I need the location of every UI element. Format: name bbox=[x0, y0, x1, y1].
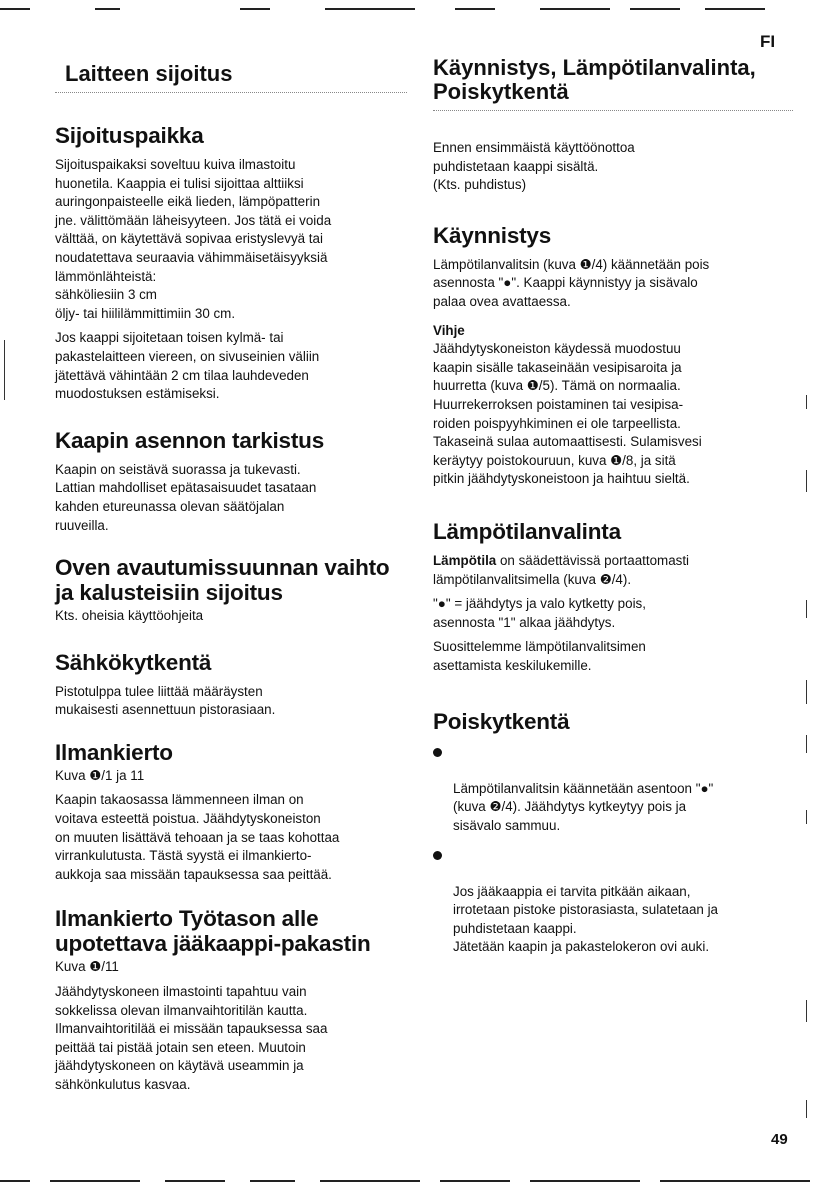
section-heading-ilmankierto: Ilmankierto bbox=[55, 739, 173, 765]
paragraph: Kts. oheisia käyttöohjeita bbox=[55, 608, 204, 624]
section-heading-asennon-tarkistus: Kaapin asennon tarkistus bbox=[55, 427, 325, 453]
page-number: 49 bbox=[771, 1131, 788, 1148]
section-heading-kaynnistys: Käynnistys bbox=[433, 222, 552, 248]
figure-reference: Kuva ❶/1 ja 11 bbox=[55, 767, 145, 783]
intro-paragraph: Ennen ensimmäistä käyttöönottoa puhdistetaan kaappi sisältä. (Kts. puhdistus) bbox=[433, 140, 635, 193]
section-heading-sijoituspaikka: Sijoituspaikka bbox=[55, 123, 204, 148]
tip-label: Vihje bbox=[433, 322, 465, 338]
section-heading-ilmankierto-tyotason-alle: Ilmankierto Työtason alle upotettava jääkaappi-pakastin bbox=[55, 906, 371, 957]
paragraph: Pistotulppa tulee liittää määräysten mukaisesti asennettuun pistorasiaan. bbox=[55, 683, 276, 718]
bullet-text: Lämpötilanvalitsin käännetään asentoon "●" (kuva ❷/4). Jäähdytys kytkeytyy pois ja sisävalo sammuu. bbox=[453, 780, 714, 833]
paragraph: Jos kaappi sijoitetaan toisen kylmä- tai pakastelaitteen viereen, on sivuseinien väliin jätettävä vähintään 2 cm tilaa lauhdeveden muodostuksen estämiseksi. bbox=[55, 330, 320, 402]
language-code: FI bbox=[760, 32, 776, 51]
left-column bbox=[55, 56, 407, 1101]
bullet-text: Jos jääkaappia ei tarvita pitkään aikaan, irrotetaan pistoke pistorasiasta, sulatetaan ja puhdistetaan kaappi. Jätetään kaapin ja pakastelokeron ovi auki. bbox=[453, 883, 718, 955]
paragraph: Lämpötilanvalitsin (kuva ❶/4) käännetään pois asennosta "●". Kaappi käynnistyy ja sisävalo palaa ovea avattaessa. bbox=[433, 256, 710, 309]
left-title-block bbox=[65, 56, 295, 86]
paragraph: Kaapin takaosassa lämmenneen ilman on voitava esteettä poistua. Jäähdytyskoneiston on muuten lisättävä tehoaan ja se taas kohottaa virrankulutusta. Tästä syystä ei ilmankierto- aukkoja saa missään tapauksessa saa peittää. bbox=[55, 792, 340, 882]
bullet-item bbox=[433, 845, 793, 957]
bold-term: Lämpötila bbox=[433, 552, 497, 568]
paragraph: Kaapin on seistävä suorassa ja tukevasti. Lattian mahdolliset epätasaisuudet tasataan kahden etureunassa olevan säätöjalan ruuveilla. bbox=[55, 461, 317, 533]
section-heading-lampotilanvalinta: Lämpötilanvalinta bbox=[433, 518, 621, 544]
figure-reference: Kuva ❶/11 bbox=[55, 959, 119, 975]
top-rule bbox=[0, 8, 817, 10]
bullet-icon bbox=[433, 748, 442, 757]
section-heading-poiskytkenta: Poiskytkentä bbox=[433, 709, 570, 735]
paragraph: "●" = jäähdytys ja valo kytketty pois, asennosta "1" alkaa jäähdytys. bbox=[433, 596, 646, 630]
tip-paragraph: Jäähdytyskoneiston käydessä muodostuu kaapin sisälle takaseinään vesipisaroita ja huurretta (kuva ❶/5). Tämä on normaalia. Huurrekerroksen poistaminen tai vesipisa- roiden poispyyhkiminen ei ole tarpeellista. Takaseinä sulaa automaattisesti. Sulamisvesi keräytyy poistokouruun, kuva ❶/8, ja sitä pitkin jäähdytyskoneistoon ja haihtuu sieltä. bbox=[433, 341, 702, 487]
paragraph-text: on säädettävissä portaattomasti lämpötilanvalitsimella (kuva ❷/4). bbox=[433, 552, 690, 587]
paragraph: Suosittelemme lämpötilanvalitsimen asettamista keskilukemille. bbox=[433, 639, 646, 673]
left-page-title: Laitteen sijoitus bbox=[65, 61, 233, 86]
bullet-item bbox=[433, 742, 793, 835]
right-page-title: Käynnistys, Lämpötilanvalinta, Poiskytkentä bbox=[433, 55, 756, 104]
right-column bbox=[433, 56, 793, 957]
bottom-rule bbox=[0, 1180, 817, 1182]
paragraph bbox=[433, 552, 793, 589]
bullet-icon bbox=[433, 851, 442, 860]
paragraph: Jäähdytyskoneen ilmastointi tapahtuu vain sokkelissa olevan ilmanvaihtoritilän kautta. Ilmanvaihtoritilää ei missään tapauksessa saa peittää tai pistää jotain sen eteen. Muutoin jäähdytyskoneen on käytävä useammin ja sähkönkulutus kasvaa. bbox=[55, 984, 328, 1092]
section-heading-sahkokytkenta: Sähkökytkentä bbox=[55, 649, 212, 675]
paragraph: Sijoituspaikaksi soveltuu kuiva ilmastoitu huonetila. Kaappia ei tulisi sijoittaa alttiiksi auringonpaisteelle eikä lieden, lämpöpatterin jne. välittömään läheisyyteen. Jos tätä ei voida välttää, on käytettävä sopivaa eristyslevyä tai noudatettava seuraavia vähimmäisetäisyyksiä lämmönlähteistä: sähköliesiin 3 cm öljy- tai hiililämmittimiin 30 cm. bbox=[55, 157, 332, 321]
section-heading-oven-vaihto: Oven avautumissuunnan vaihto ja kalusteisiin sijoitus bbox=[55, 555, 390, 606]
